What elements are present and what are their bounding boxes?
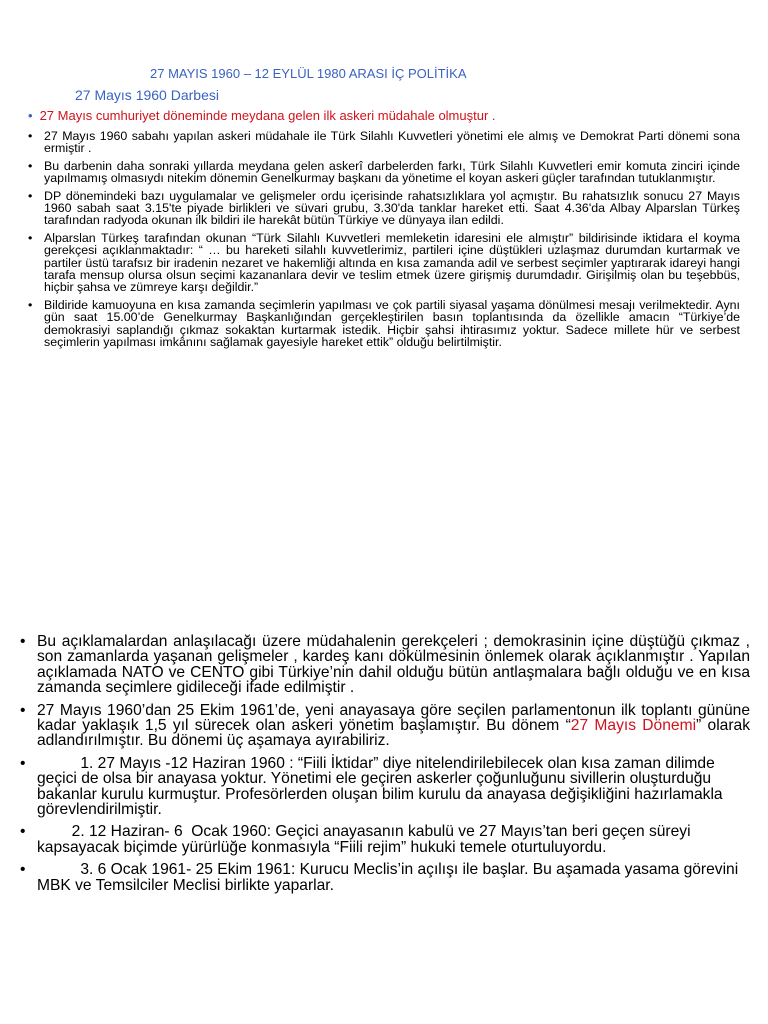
list-item: • 1. 27 Mayıs -12 Haziran 1960 : “Fiili İktidar” diye nitelendirilebilecek olan kısa zaman dilimde geçici de olsa bir anayasa yoktur. Yönetimi ele geçiren askerler çoğunluğunu sivillerin oluşturduğu bakanlar kurulu kurmuştur. Profesörlerden oluşan bilim kurulu da anayasa değişikliğini hazırlamakla görevlendirilmiştir. — [20, 756, 750, 818]
list-item: • 2. 12 Haziran- 6 Ocak 1960: Geçici anayasanın kabulü ve 27 Mayıs’tan beri geçen süreyi kapsayacak biçimde yürürlüğe konmasıyla “Fiili rejim” hukuki temele oturtuluyordu. — [20, 824, 750, 855]
list-item-text: 27 Mayıs 1960’dan 25 Ekim 1961’de, yeni anayasaya göre seçilen parlamentonun ilk toplantı gününe kadar yaklaşık 1,5 yıl sürecek olan askeri yönetim başlamıştır. Bu dönem “ — [37, 701, 750, 735]
list-item-text: ” olarak adlandırılmıştır. Bu dönemi üç aşamaya ayırabiliriz. — [37, 717, 751, 750]
list-item: • Alparslan Türkeş tarafından okunan “Türk Silahlı Kuvvetleri memleketin idaresini ele almıştır” bildirisinde iktidara el koyma gerekçesi açıklanmaktadır: “ … bu hareketi silahlı kuvvetlerimiz, partileri içine düştükleri uzlaşmaz durumdan kurtarmak ve partiler üstü tarafsız bir iradenin nezaret ve hakemliği altında en kısa zamanda adil ve serbest seçimler yaptırarak idareyi hangi tarafa mensup olursa olsun seçimi kazananlara devir ve teslim etmek üzere girişmiş durumdadır. Girişilmiş olan bu teşebbüs, hiçbir şahsa ve zümreye karşı değildir.” — [28, 232, 740, 294]
detail-list — [28, 130, 740, 354]
highlight-bullet-text: 27 Mayıs cumhuriyet döneminde meydana gelen ilk askeri müdahale olmuştur . — [39, 108, 496, 123]
highlight-bullet — [28, 108, 496, 123]
bullet-icon: • — [28, 108, 33, 123]
summary-list — [20, 634, 750, 900]
page-subtitle: 27 Mayıs 1960 Darbesi — [75, 87, 219, 103]
list-item: • 3. 6 Ocak 1961- 25 Ekim 1961: Kurucu Meclis’in açılışı ile başlar. Bu aşamada yasama görevini MBK ve Temsilciler Meclisi birlikte yaparlar. — [20, 862, 750, 893]
list-item: • Bu darbenin daha sonraki yıllarda meydana gelen askerî darbelerden farkı, Türk Silahlı Kuvvetleri emir komuta zinciri içinde yapılmamış olmasıydı nitekim dönemin Genelkurmay başkanı da yönetime el koyan askeri güçler tarafından tutuklanmıştır. — [28, 160, 740, 185]
page-title: 27 MAYIS 1960 – 12 EYLÜL 1980 ARASI İÇ POLİTİKA — [150, 66, 467, 81]
list-item: • Bildiride kamuoyuna en kısa zamanda seçimlerin yapılması ve çok partili siyasal yaşama dönülmesi mesajı verilmektedir. Aynı gün saat 15.00’de Genelkurmay Başkanlığından gerçekleştirilen basın toplantısında da özellikle amacın “Türkiye’de demokrasiyi saplandığı çıkmaz sokaktan kurtarmak istedik. Hiçbir şahsi ihtirasımız yoktur. Sadece millete hür ve serbest seçimlerin yapılması imkânını sağlamak gayesiyle hareket ettik” olduğu belirtilmiştir. — [28, 299, 740, 349]
list-item — [20, 703, 750, 749]
list-item: • 27 Mayıs 1960 sabahı yapılan askeri müdahale ile Türk Silahlı Kuvvetleri yönetimi ele almış ve Demokrat Parti dönemi sona ermiştir . — [28, 130, 740, 155]
list-item: • DP dönemindeki bazı uygulamalar ve gelişmeler ordu içerisinde rahatsızlıklara yol açmıştır. Bu rahatsızlık sonucu 27 Mayıs 1960 sabah saat 3.15'te piyade birlikleri ve süvari grubu, 3.30'da tanklar hareket etti. Saat 4.36'da Albay Alparslan Türkeş tarafından radyoda okunan ilk bildiri ile harekât bütün Türkiye ve dünyaya ilan edildi. — [28, 190, 740, 227]
period-name-highlight: 27 Mayıs Dönemi — [570, 717, 697, 735]
list-item: • Bu açıklamalardan anlaşılacağı üzere müdahalenin gerekçeleri ; demokrasinin içine düştüğü çıkmaz , son zamanlarda yaşanan gelişmeler , kardeş kanı dökülmesinin önlemek olarak açıklanmıştır . Yapılan açıklamada NATO ve CENTO gibi Türkiye’nin dahil olduğu bütün antlaşmalara bağlı olduğu ve en kısa zamanda seçimlere gidileceği ifade edilmiştir . — [20, 634, 750, 696]
